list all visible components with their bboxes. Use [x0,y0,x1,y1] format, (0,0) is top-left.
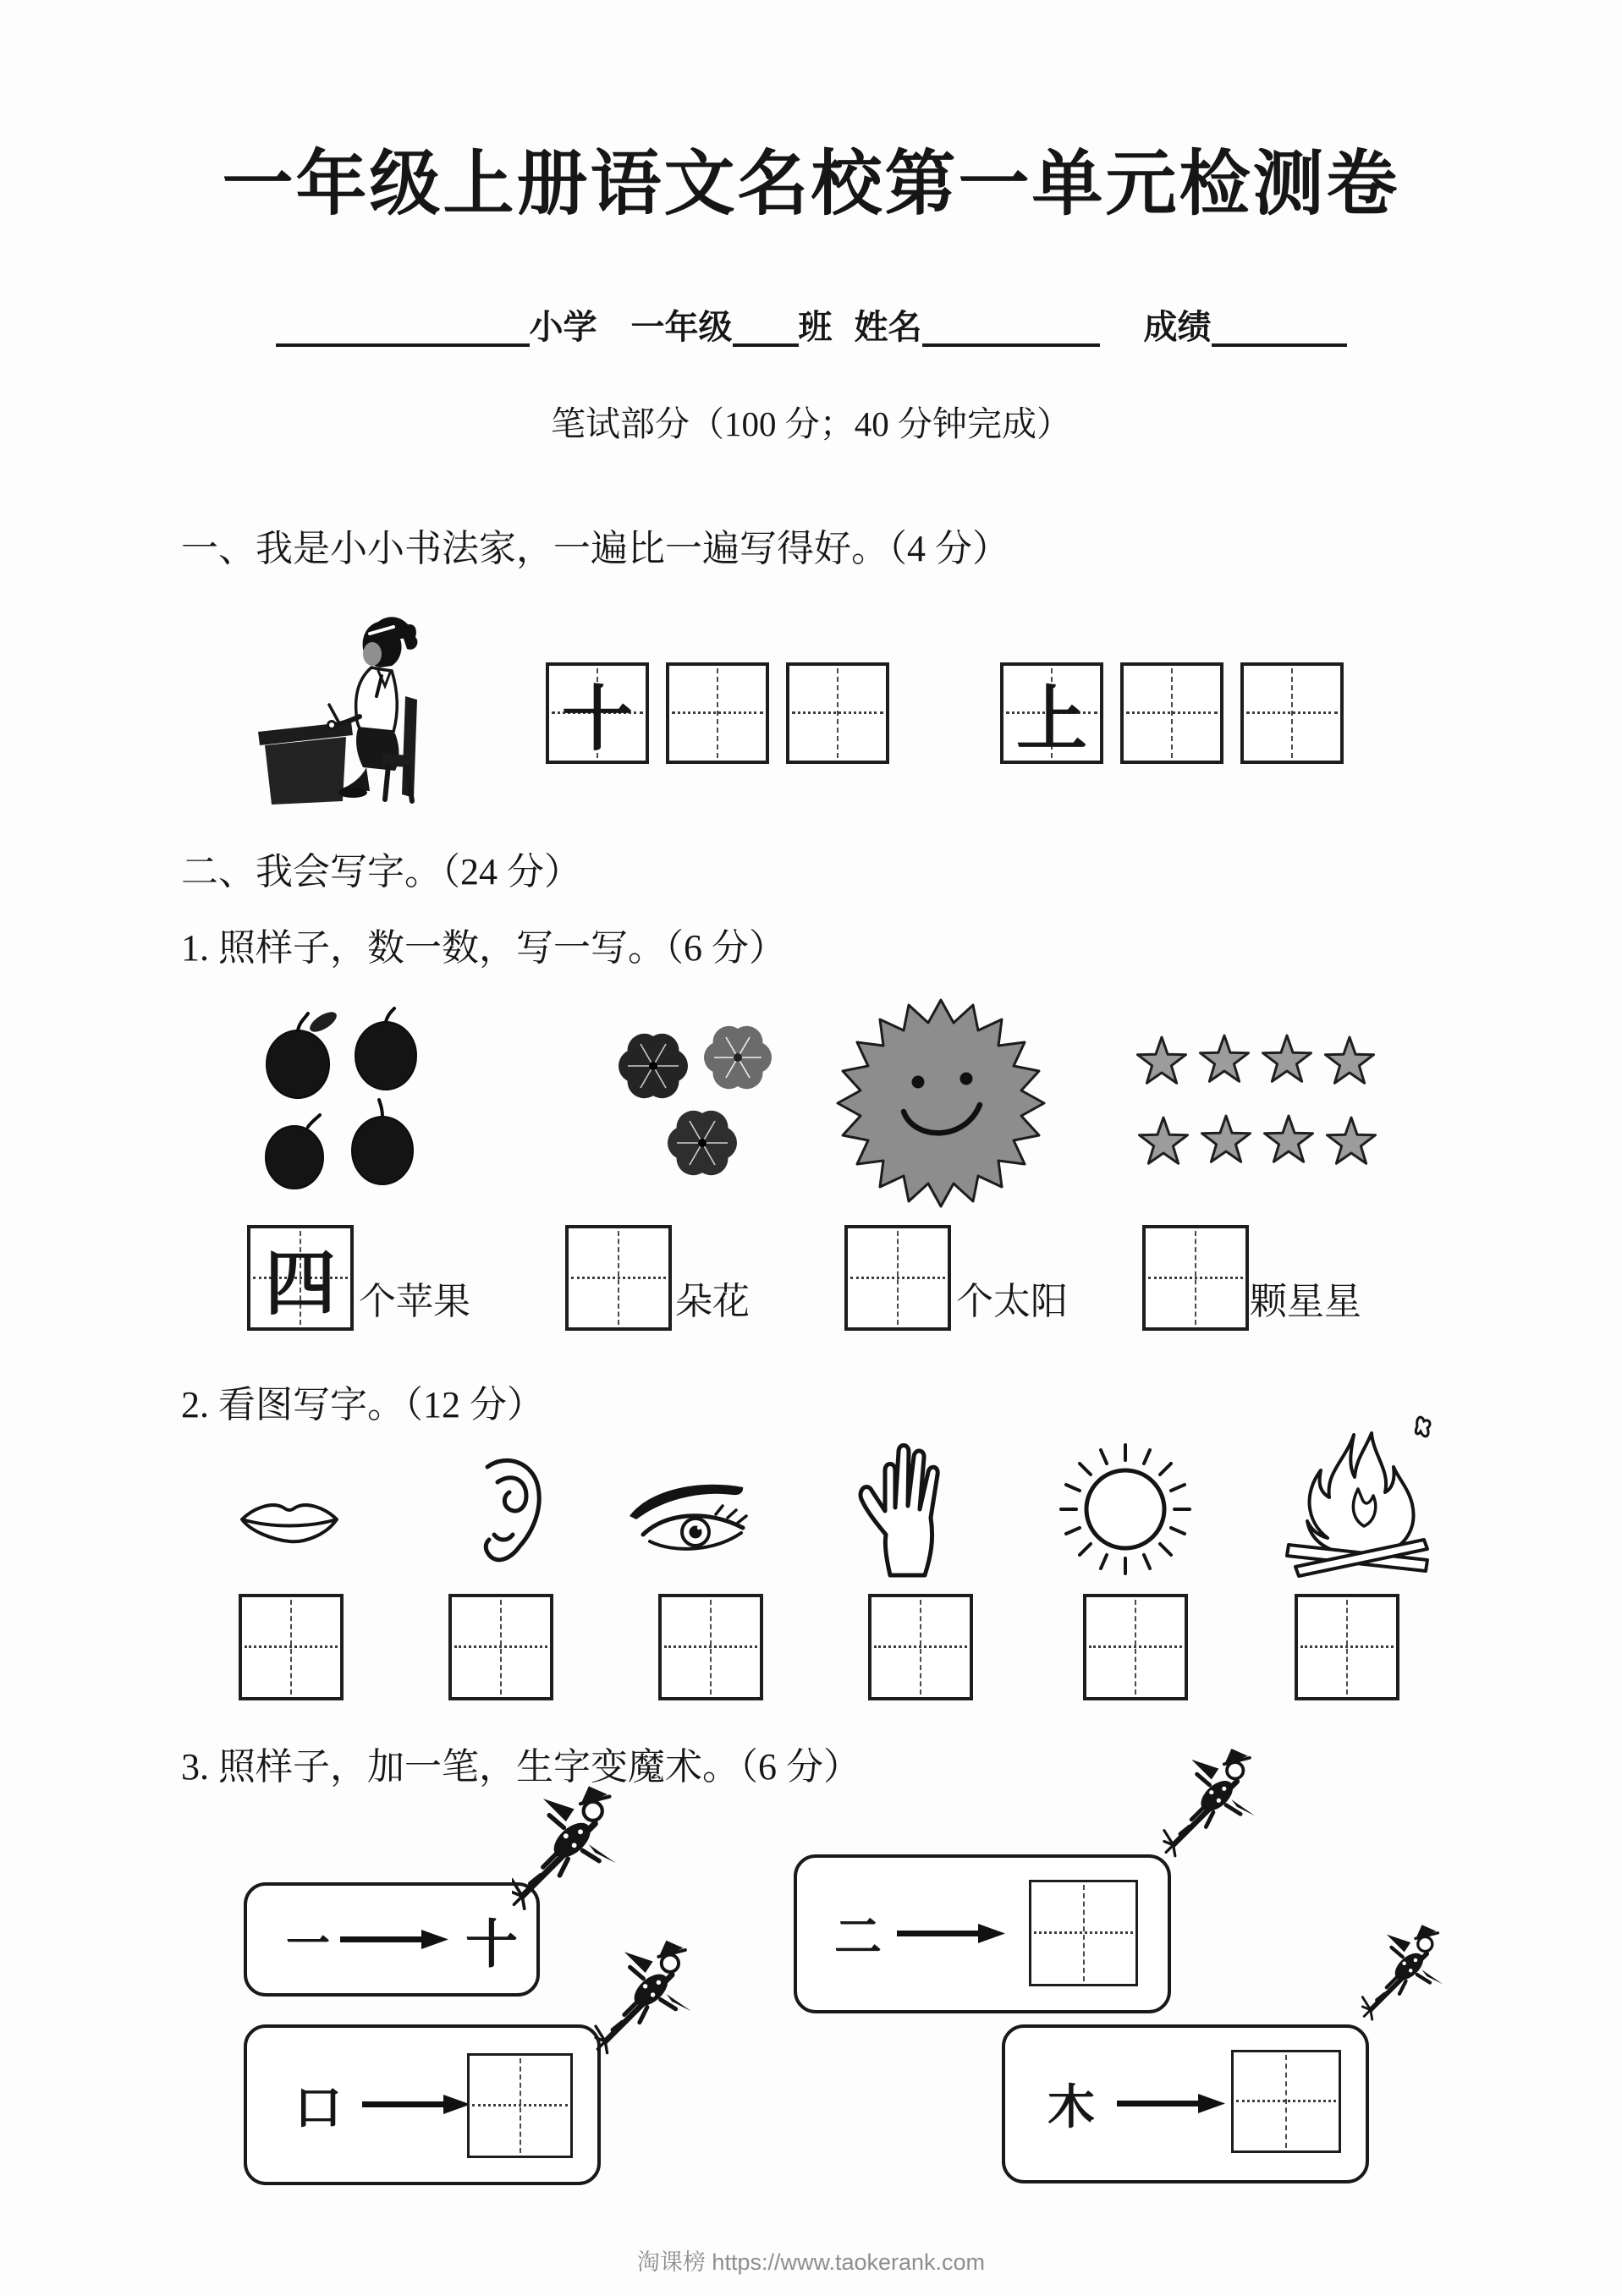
picture-answer-box[interactable] [1295,1594,1399,1700]
magic-answer-box[interactable] [1029,1880,1138,1986]
answer-char-si: 四 [264,1245,336,1324]
practice-grid-box[interactable] [1000,662,1103,764]
magic-answer-box[interactable] [1231,2050,1341,2153]
school-name-blank[interactable] [276,306,530,347]
apples-image [245,998,478,1210]
score-label: 成绩 [1143,309,1212,346]
example-from-char: 一 [286,1920,331,1969]
practice-grid-box[interactable] [786,662,889,764]
practice-grid-box[interactable] [666,662,769,764]
section1-heading: 一、我是小小书法家，一遍比一遍写得好。（4 分） [181,528,1009,569]
written-part-subtitle: 笔试部分（100 分；40 分钟完成） [551,404,1071,443]
witch-on-broom-icon [588,1927,708,2056]
sun-outline-image [1056,1438,1196,1578]
class-blank[interactable] [733,306,799,347]
name-label: 姓名 [854,309,922,346]
student-info-line [0,306,1622,347]
smiling-sun-image [831,995,1055,1215]
count-answer-box[interactable] [565,1225,672,1331]
picture-answer-box[interactable] [239,1594,344,1700]
magic-from-char: 口 [294,2083,342,2135]
witch-on-broom-icon [1159,1736,1269,1859]
page-title: 一年级上册语文名校第一单元检测卷 [222,146,1400,224]
arrow-right-icon [340,1930,450,1950]
arrow-right-icon [1117,2094,1227,2114]
fire-image [1273,1411,1447,1579]
practice-char-shang: 上 [1015,680,1087,760]
picture-answer-box[interactable] [1083,1594,1188,1700]
magic-item-card [244,2024,601,2185]
picture-answer-box[interactable] [658,1594,763,1700]
eye-image [616,1470,768,1565]
magic-answer-box[interactable] [467,2053,573,2158]
hand-image [846,1431,965,1579]
q2-heading: 2. 看图写字。（12 分） [181,1384,544,1425]
count-label: 个太阳 [956,1281,1068,1322]
picture-answer-box[interactable] [868,1594,973,1700]
practice-char-shi: 十 [561,680,633,760]
flowers-image [602,1012,806,1206]
stars-image [1130,1030,1383,1195]
practice-grid-box[interactable] [546,662,649,764]
practice-grid-box[interactable] [1120,662,1223,764]
count-label: 朵花 [675,1281,750,1322]
practice-grid-box[interactable] [1240,662,1344,764]
magic-example-card [244,1882,540,1997]
mouth-image [237,1494,342,1546]
count-label: 颗星星 [1250,1281,1361,1322]
footer-watermark: 淘课榜 https://www.taokerank.com [636,2249,986,2275]
girl-writing-image [251,605,421,808]
count-label: 个苹果 [359,1281,470,1322]
count-answer-box[interactable] [1142,1225,1249,1331]
arrow-right-icon [362,2095,472,2115]
school-label: 小学 [529,309,597,346]
q1-heading: 1. 照样子，数一数，写一写。（6 分） [181,927,786,969]
picture-answer-box[interactable] [448,1594,553,1700]
arrow-right-icon [897,1924,1007,1944]
name-blank[interactable] [922,306,1100,347]
score-blank[interactable] [1212,306,1347,347]
magic-from-char: 二 [834,1912,882,1964]
witch-on-broom-icon [512,1761,626,1922]
grade-label: 一年级 [630,309,733,346]
class-label: 班 [798,309,833,346]
count-answer-box[interactable] [247,1225,354,1331]
count-answer-box[interactable] [844,1225,951,1331]
q3-heading: 3. 照样子，加一笔，生字变魔术。（6 分） [181,1746,860,1788]
example-to-char: 十 [465,1916,519,1974]
section2-heading: 二、我会写字。（24 分） [181,851,581,893]
ear-image [464,1453,547,1570]
magic-item-card [1002,2024,1369,2183]
magic-item-card [794,1854,1171,2013]
magic-from-char: 木 [1047,2082,1095,2134]
witch-on-broom-icon [1354,1914,1460,2022]
